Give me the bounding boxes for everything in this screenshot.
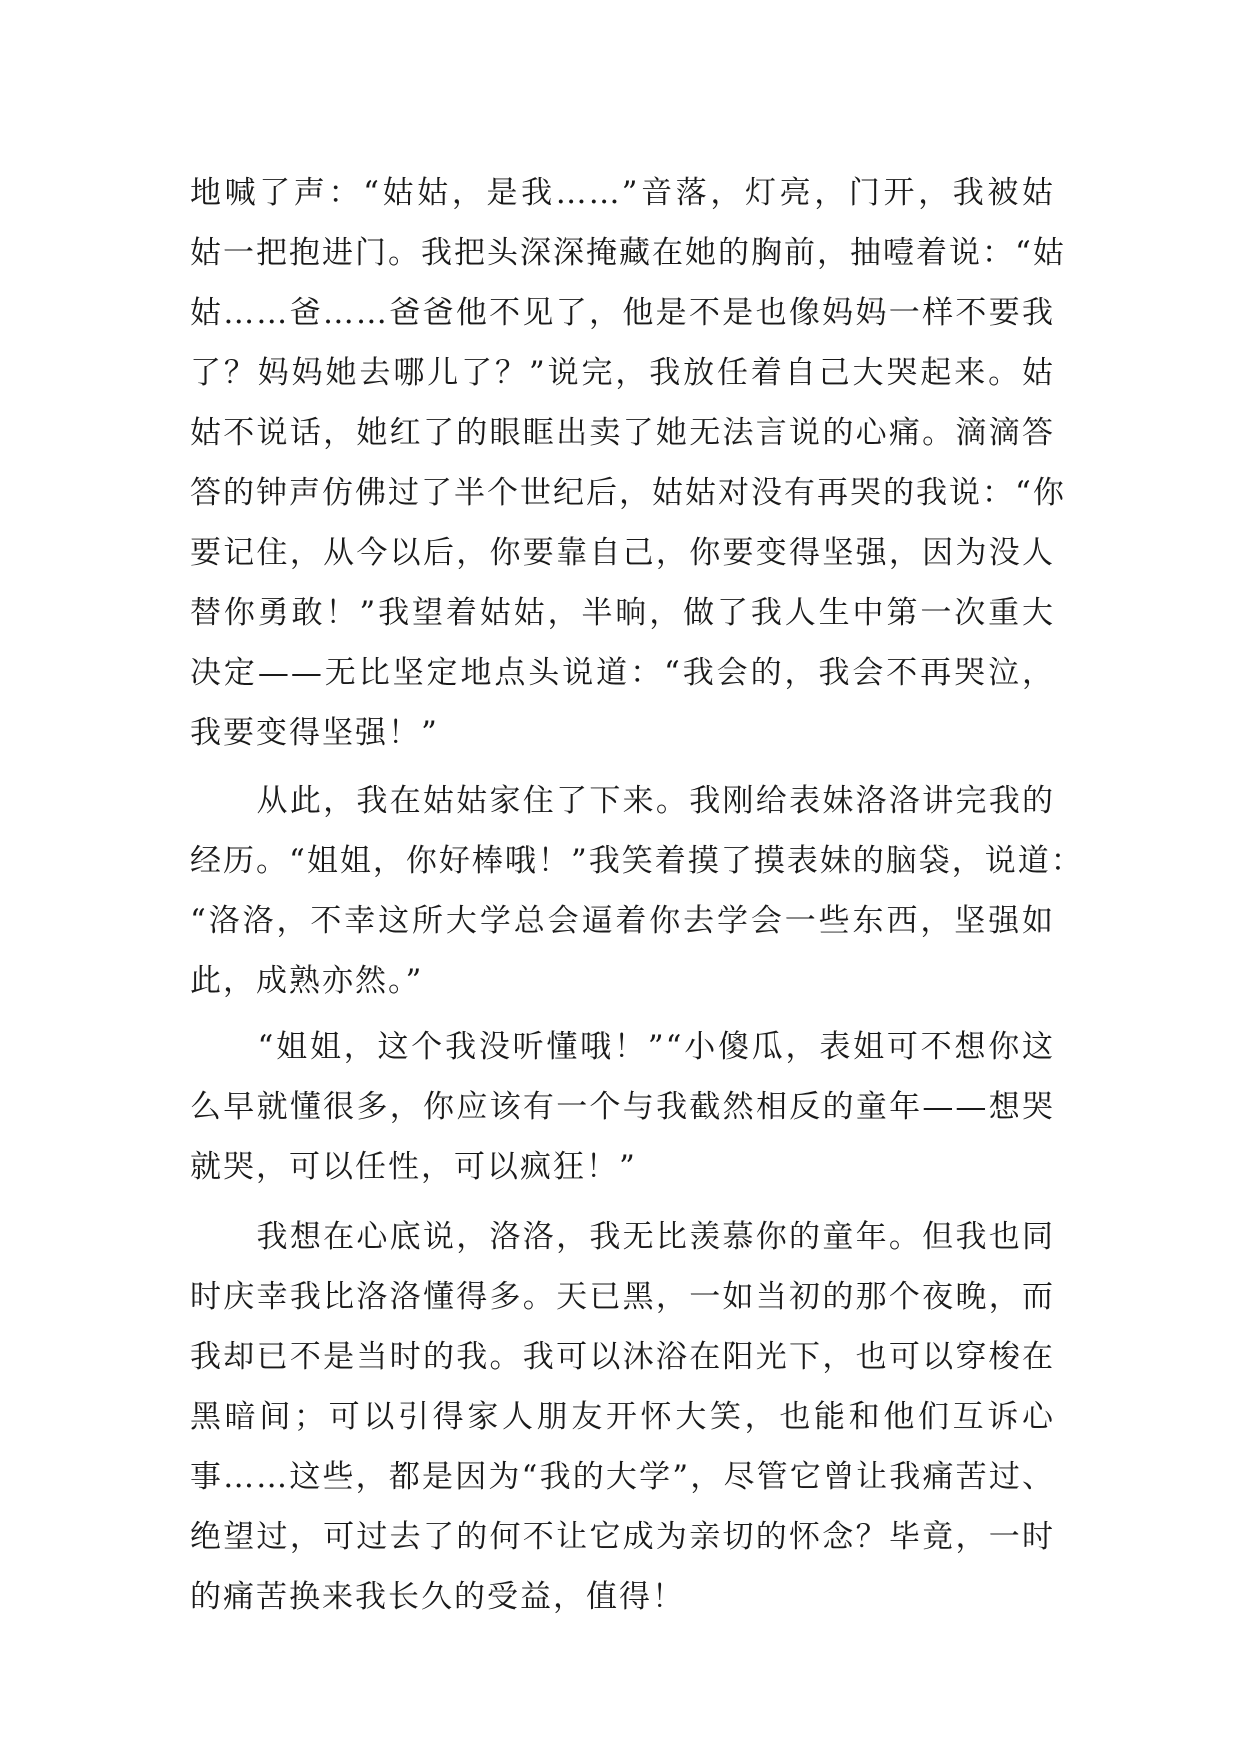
text-line: 姑……爸……爸爸他不见了，他是不是也像妈妈一样不要我 (190, 295, 1055, 331)
text-line: “姐姐，这个我没听懂哦！”“小傻瓜，表姐可不想你这 (190, 1029, 1055, 1065)
text-line: 姑不说话，她红了的眼眶出卖了她无法言说的心痛。滴滴答 (190, 415, 1055, 451)
paragraph-3 (190, 1017, 1055, 1197)
text-line: 姑一把抱进门。我把头深深掩藏在她的胸前，抽噎着说：“姑 (190, 235, 1066, 271)
text-line: 要记住，从今以后，你要靠自己，你要变得坚强，因为没人 (190, 535, 1055, 571)
text-line: 时庆幸我比洛洛懂得多。天已黑，一如当初的那个夜晚，而 (190, 1279, 1055, 1315)
text-line: 我想在心底说，洛洛，我无比羡慕你的童年。但我也同 (190, 1219, 1055, 1255)
text-line: 黑暗间；可以引得家人朋友开怀大笑，也能和他们互诉心 (190, 1399, 1055, 1435)
text-line: 么早就懂很多，你应该有一个与我截然相反的童年——想哭 (190, 1089, 1055, 1125)
paragraph-1 (190, 163, 1066, 763)
text-line: 的痛苦换来我长久的受益，值得！ (190, 1579, 685, 1615)
text-line: 我却已不是当时的我。我可以沐浴在阳光下，也可以穿梭在 (190, 1339, 1055, 1375)
text-line: 经历。“姐姐，你好棒哦！”我笑着摸了摸表妹的脑袋，说道： (190, 843, 1084, 879)
text-line: 地喊了声：“姑姑，是我……”音落，灯亮，门开，我被姑 (190, 175, 1055, 211)
paragraph-2 (190, 771, 1084, 1011)
text-line: 替你勇敢！”我望着姑姑，半晌，做了我人生中第一次重大 (190, 595, 1055, 631)
text-line: 从此，我在姑姑家住了下来。我刚给表妹洛洛讲完我的 (190, 783, 1055, 819)
text-line: 我要变得坚强！” (190, 715, 439, 751)
text-line: 绝望过，可过去了的何不让它成为亲切的怀念？毕竟，一时 (190, 1519, 1055, 1555)
text-line: 决定——无比坚定地点头说道：“我会的，我会不再哭泣， (190, 655, 1055, 691)
document-body (190, 163, 1084, 1627)
text-line: 就哭，可以任性，可以疯狂！” (190, 1149, 637, 1185)
text-line: 了？妈妈她去哪儿了？”说完，我放任着自己大哭起来。姑 (190, 355, 1055, 391)
text-line: 答的钟声仿佛过了半个世纪后，姑姑对没有再哭的我说：“你 (190, 475, 1066, 511)
text-line: 事……这些，都是因为“我的大学”，尽管它曾让我痛苦过、 (190, 1459, 1055, 1495)
paragraph-4 (190, 1207, 1055, 1627)
text-line: 此，成熟亦然。” (190, 963, 424, 999)
text-line: “洛洛，不幸这所大学总会逼着你去学会一些东西，坚强如 (190, 903, 1055, 939)
